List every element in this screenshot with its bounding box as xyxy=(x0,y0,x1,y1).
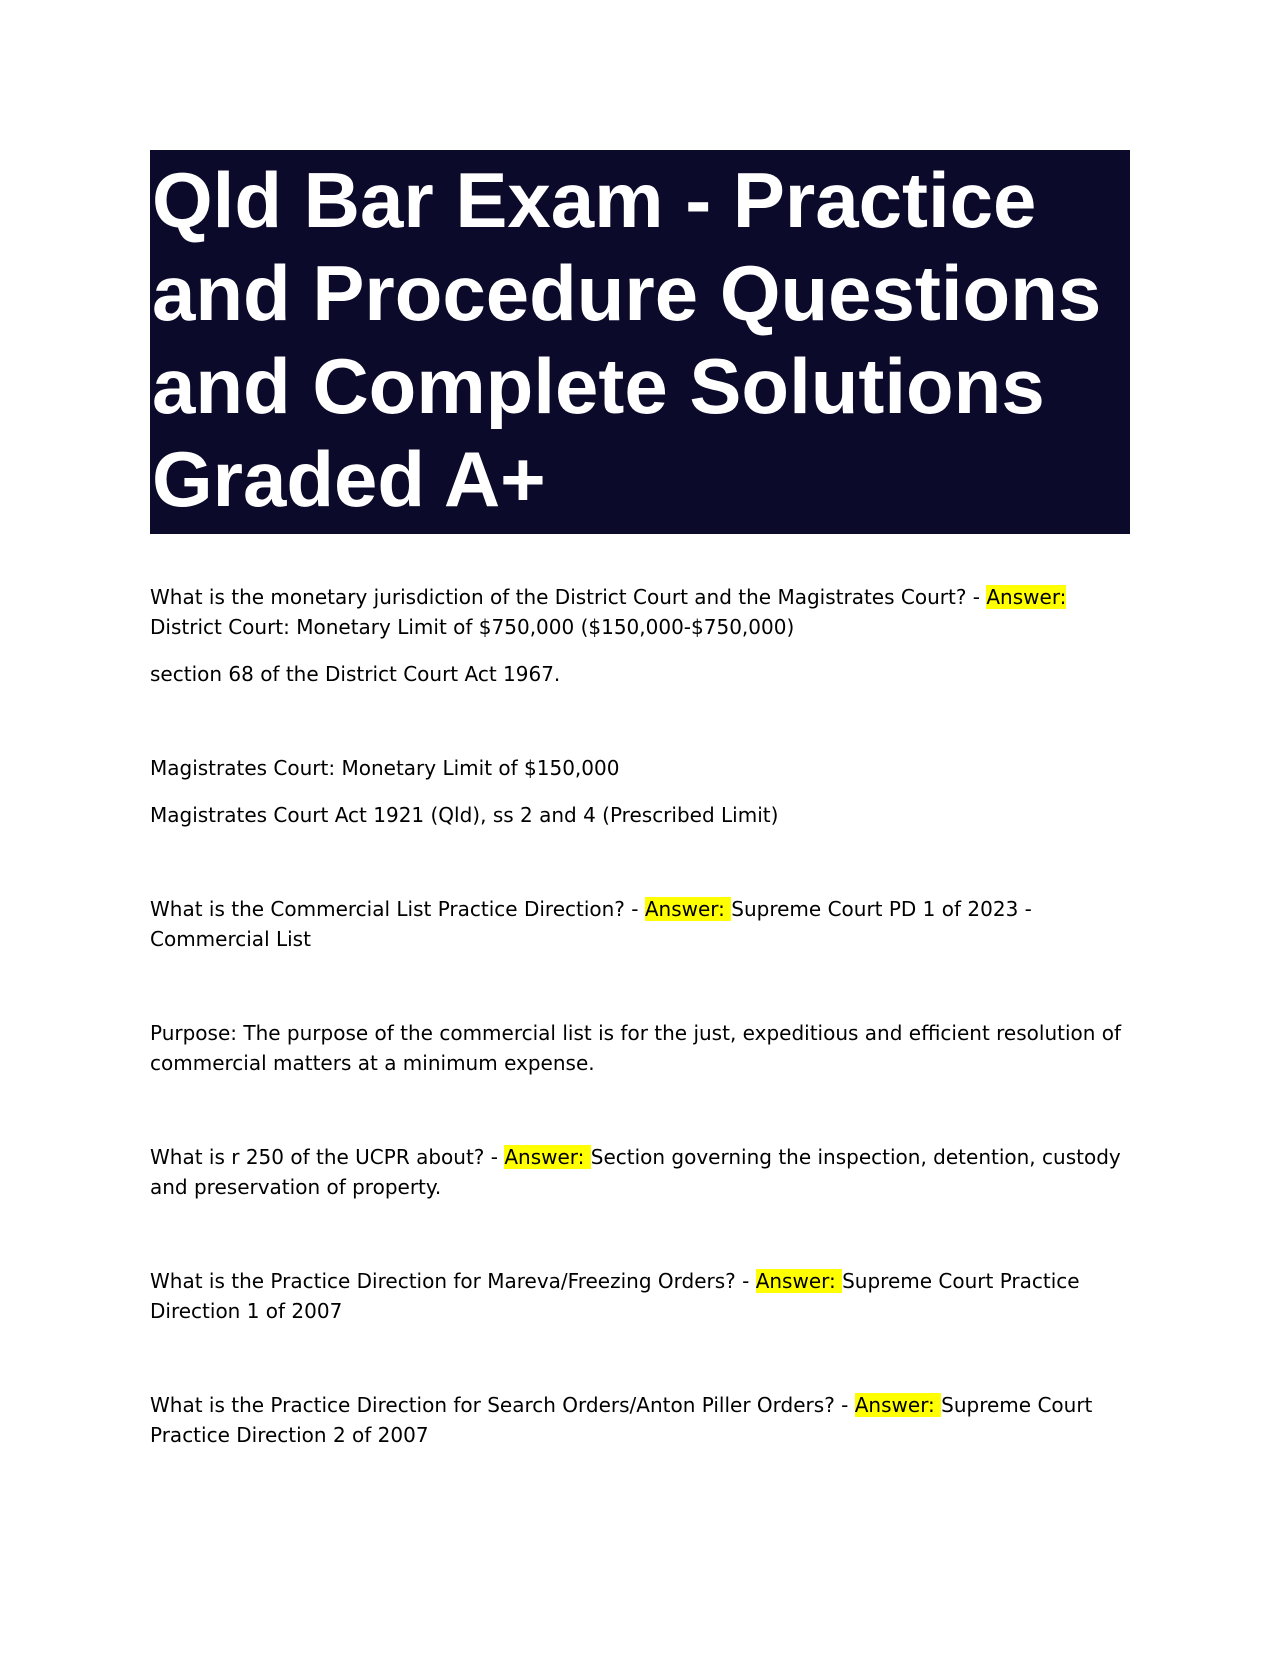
document-page xyxy=(150,150,1130,1450)
answer-note: Purpose: The purpose of the commercial list is for the just, expeditious and efficient resolution of commercial matters at a minimum expense. xyxy=(150,1021,1122,1075)
answer-note: Magistrates Court Act 1921 (Qld), ss 2 and 4 (Prescribed Limit) xyxy=(150,803,779,827)
question-text: What is the Practice Direction for Mareva/Freezing Orders? - xyxy=(150,1269,756,1293)
question-text: What is the Commercial List Practice Direction? - xyxy=(150,897,645,921)
document-title: Qld Bar Exam - Practice and Procedure Questions and Complete Solutions Graded A+ xyxy=(150,150,1130,534)
qa-item-1 xyxy=(150,582,1130,642)
qa-item-5 xyxy=(150,1390,1130,1450)
qa-item-4 xyxy=(150,1266,1130,1326)
answer-label: Answer: xyxy=(644,897,732,921)
answer-label: Answer: xyxy=(504,1145,591,1169)
answer-label: Answer: xyxy=(986,585,1067,609)
question-text: What is the Practice Direction for Search Orders/Anton Piller Orders? - xyxy=(150,1393,855,1417)
question-text: What is the monetary jurisdiction of the District Court and the Magistrates Court? - xyxy=(150,585,987,609)
qa-item-2 xyxy=(150,894,1130,954)
answer-label: Answer: xyxy=(755,1269,843,1293)
question-text: What is r 250 of the UCPR about? - xyxy=(150,1145,505,1169)
answer-label: Answer: xyxy=(854,1393,942,1417)
answer-note: Magistrates Court: Monetary Limit of $150,000 xyxy=(150,756,620,780)
answer-text: Section governing the inspection, detention, custody and preservation of property. xyxy=(150,1145,1121,1199)
answer-text: Supreme Court PD 1 of 2023 - Commercial List xyxy=(150,897,1032,951)
answer-note: section 68 of the District Court Act 1967. xyxy=(150,662,561,686)
answer-text: Supreme Court Practice Direction 1 of 2007 xyxy=(150,1269,1080,1323)
answer-text: Supreme Court Practice Direction 2 of 2007 xyxy=(150,1393,1093,1447)
document-body xyxy=(150,534,1130,1450)
qa-item-3 xyxy=(150,1142,1130,1202)
answer-text: District Court: Monetary Limit of $750,000 ($150,000-$750,000) xyxy=(150,615,795,639)
